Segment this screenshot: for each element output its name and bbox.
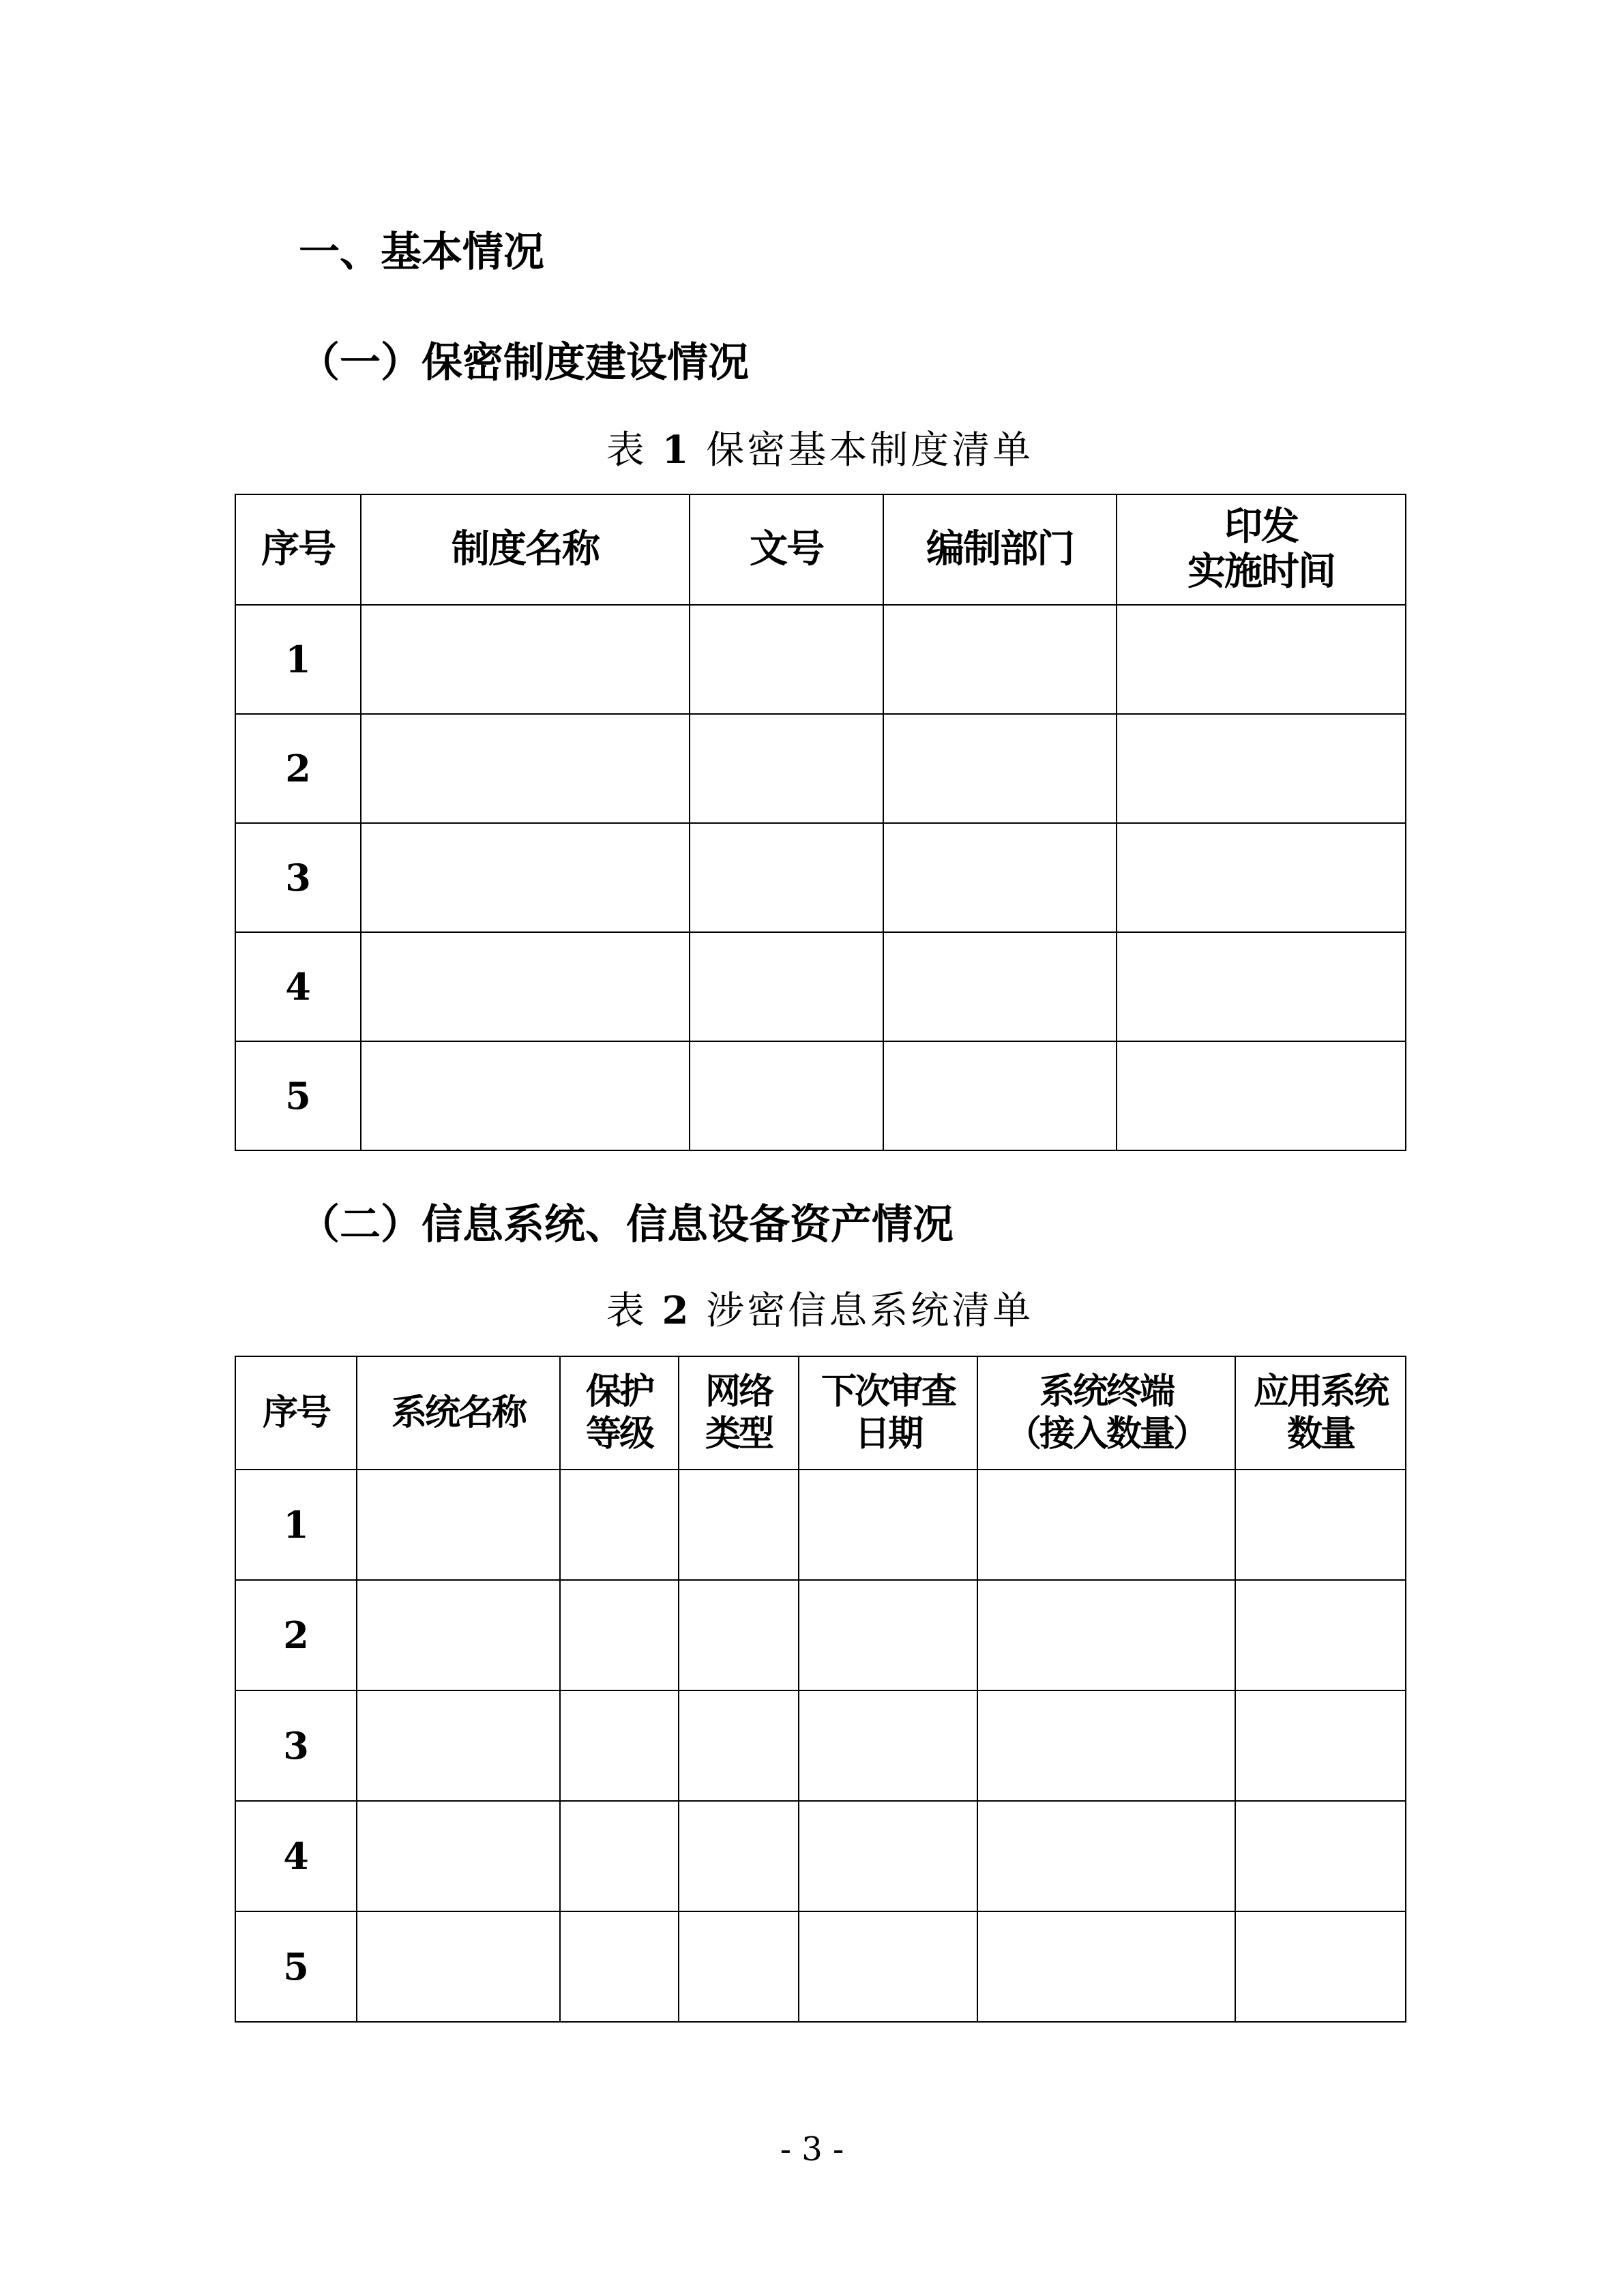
table-cell[interactable] [560,1801,679,1911]
table1-header-department: 编制部门 [883,494,1117,605]
table-cell[interactable] [357,1470,560,1580]
subsection-heading-1: （一）保密制度建设情况 [299,339,749,387]
table-cell[interactable] [883,605,1117,714]
subsection-heading-2: （二）信息系统、信息设备资产情况 [299,1201,954,1249]
table-cell[interactable] [361,605,690,714]
table1-caption-prefix: 表 [606,428,647,473]
table1-header-index: 序号 [235,494,361,605]
table-row [235,1690,1406,1801]
row-index: 1 [235,605,361,714]
table-cell[interactable] [690,932,883,1041]
table-cell[interactable] [357,1801,560,1911]
table2-header-terminals [977,1356,1235,1470]
table2-header-network-line2: 类型 [705,1414,772,1455]
table2-caption-prefix: 表 [606,1289,647,1333]
table1-header-row [235,494,1406,605]
table-row [235,1041,1406,1150]
table-cell[interactable] [1117,932,1406,1041]
table-cell[interactable] [361,714,690,823]
table-cell[interactable] [679,1580,799,1690]
table2-header-protection-level [560,1356,679,1470]
table-cell[interactable] [679,1690,799,1801]
row-index: 1 [235,1470,357,1580]
table-cell[interactable] [560,1580,679,1690]
table1-caption-title: 保密基本制度清单 [706,428,1034,473]
table-cell[interactable] [799,1580,977,1690]
table-cell[interactable] [679,1801,799,1911]
table2-header-terminals-line2: （接入数量） [1005,1414,1207,1455]
table1-header-issue-line1: 印发 [1224,505,1298,549]
table-cell[interactable] [560,1470,679,1580]
row-index: 4 [235,932,361,1041]
table-cell[interactable] [977,1690,1235,1801]
table-cell[interactable] [883,932,1117,1041]
table-cell[interactable] [690,714,883,823]
section-heading: 一、基本情况 [299,228,544,276]
table2-header-terminals-line1: 系统终端 [1039,1371,1173,1412]
table-cell[interactable] [679,1911,799,2022]
table-cell[interactable] [1235,1690,1406,1801]
table-cell[interactable] [361,932,690,1041]
table-cell[interactable] [799,1911,977,2022]
table2-caption-number: 2 [662,1288,692,1333]
row-index: 5 [235,1041,361,1150]
table-cell[interactable] [977,1470,1235,1580]
table-cell[interactable] [1235,1580,1406,1690]
table-cell[interactable] [679,1470,799,1580]
table-cell[interactable] [977,1801,1235,1911]
table-cell[interactable] [799,1690,977,1801]
row-index: 2 [235,1580,357,1690]
table-cell[interactable] [690,823,883,932]
table2-header-row [235,1356,1406,1470]
table-cell[interactable] [1235,1470,1406,1580]
table-cell[interactable] [977,1911,1235,2022]
table2-header-network-line1: 网络 [705,1371,772,1412]
row-index: 3 [235,823,361,932]
table-cell[interactable] [1235,1801,1406,1911]
table1-header-doc-number: 文号 [690,494,883,605]
table-cell[interactable] [690,605,883,714]
table-cell[interactable] [1117,1041,1406,1150]
table-cell[interactable] [1117,823,1406,932]
table-row [235,1470,1406,1580]
table-row [235,1580,1406,1690]
table2-header-next-review-date [799,1356,977,1470]
table-cell[interactable] [357,1911,560,2022]
table2-caption [235,1283,1405,1339]
row-index: 3 [235,1690,357,1801]
row-index: 4 [235,1801,357,1911]
table1-header-issue-date [1117,494,1406,605]
table2-header-app-count [1235,1356,1406,1470]
table-cell[interactable] [883,1041,1117,1150]
row-index: 5 [235,1911,357,2022]
table2-header-system-name: 系统名称 [357,1356,560,1470]
table-row [235,1911,1406,2022]
table2-header-protection-line2: 等级 [585,1414,653,1455]
table1-caption [235,423,1405,478]
table-cell[interactable] [357,1580,560,1690]
table-cell[interactable] [560,1690,679,1801]
table-row [235,605,1406,714]
table-cell[interactable] [361,1041,690,1150]
table1-header-issue-line2: 实施时间 [1187,550,1335,594]
table-2 [235,1356,1406,2023]
table-cell[interactable] [357,1690,560,1801]
table-cell[interactable] [1235,1911,1406,2022]
table-cell[interactable] [883,823,1117,932]
table2-header-network-type [679,1356,799,1470]
table1-caption-number: 1 [662,428,692,473]
table1-header-name: 制度名称 [361,494,690,605]
table-1 [235,494,1406,1151]
table-cell[interactable] [799,1801,977,1911]
table-cell[interactable] [883,714,1117,823]
table-row [235,1801,1406,1911]
page-number: - 3 - [780,2130,844,2168]
table2-header-review-line1: 下次审查 [821,1371,955,1412]
table2-header-index: 序号 [235,1356,357,1470]
table2-header-app-line2: 数量 [1286,1414,1354,1455]
table-row [235,714,1406,823]
table-cell[interactable] [799,1470,977,1580]
table-row [235,932,1406,1041]
table-cell[interactable] [560,1911,679,2022]
table2-header-review-line2: 日期 [854,1414,921,1455]
table2-header-app-line1: 应用系统 [1253,1371,1387,1412]
table2-header-protection-line1: 保护 [585,1371,653,1412]
table-cell[interactable] [361,823,690,932]
table-cell[interactable] [1117,714,1406,823]
table-cell[interactable] [977,1580,1235,1690]
table2-caption-title: 涉密信息系统清单 [706,1289,1034,1333]
row-index: 2 [235,714,361,823]
table-row [235,823,1406,932]
table-cell[interactable] [1117,605,1406,714]
table-cell[interactable] [690,1041,883,1150]
